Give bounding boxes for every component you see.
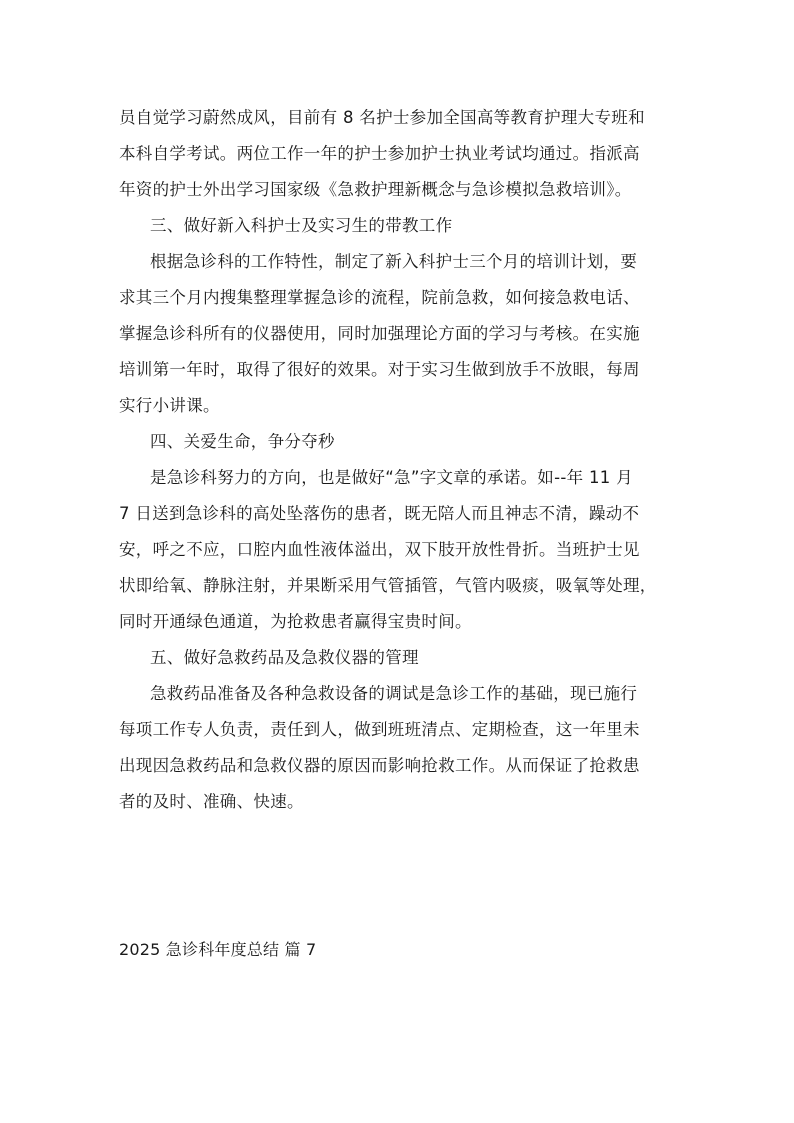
body-line: 本科自学考试。两位工作一年的护士参加护士执业考试均通过。指派高 xyxy=(119,144,640,163)
body-line: 出现因急救药品和急救仪器的原因而影响抢救工作。从而保证了抢救患 xyxy=(119,756,640,775)
body-line: 求其三个月内搜集整理掌握急诊的流程，院前急救，如何接急救电话、 xyxy=(119,288,640,307)
body-line: 培训第一年时，取得了很好的效果。对于实习生做到放手不放眼，每周 xyxy=(119,360,640,379)
body-line: 实行小讲课。 xyxy=(119,396,220,415)
body-line: 安，呼之不应，口腔内血性液体溢出，双下肢开放性骨折。当班护士见 xyxy=(119,540,640,559)
section-heading-4: 四、关爱生命，争分夺秒 xyxy=(150,432,335,451)
body-line: 员自觉学习蔚然成风，目前有 8 名护士参加全国高等教育护理大专班和 xyxy=(119,108,645,127)
paragraph-first-line: 急救药品准备及各种急救设备的调试是急诊工作的基础，现已施行 xyxy=(150,684,638,703)
body-line: 状即给氧、静脉注射，并果断采用气管插管，气管内吸痰，吸氧等处理， xyxy=(119,576,657,595)
section-heading-5: 五、做好急救药品及急救仪器的管理 xyxy=(150,648,419,667)
paragraph-first-line: 是急诊科努力的方向，也是做好“急”字文章的承诺。如--年 11 月 xyxy=(150,468,633,487)
paragraph-first-line: 根据急诊科的工作特性，制定了新入科护士三个月的培训计划，要 xyxy=(150,252,638,271)
body-line: 掌握急诊科所有的仪器使用，同时加强理论方面的学习与考核。在实施 xyxy=(119,324,640,343)
body-line: 年资的护士外出学习国家级《急救护理新概念与急诊模拟急救培训》。 xyxy=(119,180,632,199)
next-article-title: 2025 急诊科年度总结 篇 7 xyxy=(119,940,317,959)
body-line: 每项工作专人负责，责任到人，做到班班清点、定期检查，这一年里未 xyxy=(119,720,640,739)
body-line: 同时开通绿色通道，为抢救患者赢得宝贵时间。 xyxy=(119,612,472,631)
body-line: 者的及时、准确、快速。 xyxy=(119,792,304,811)
document-body xyxy=(119,100,679,820)
body-line: 7 日送到急诊科的高处坠落伤的患者，既无陪人而且神志不清，躁动不 xyxy=(119,504,640,523)
section-heading-3: 三、做好新入科护士及实习生的带教工作 xyxy=(150,216,453,235)
